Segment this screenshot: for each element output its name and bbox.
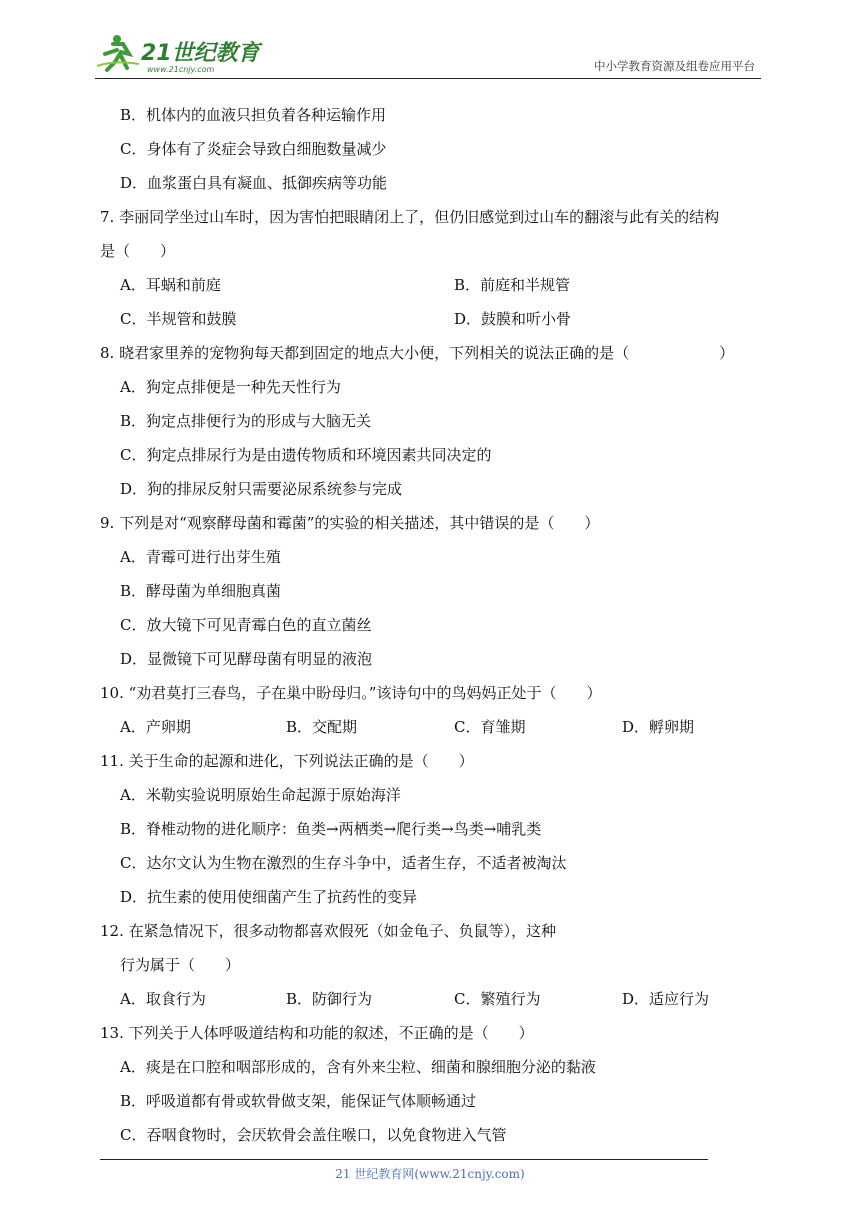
option-text: D．鼓膜和听小骨 xyxy=(454,310,572,328)
option-text: D．狗的排尿反射只需要泌尿系统参与完成 xyxy=(120,480,403,498)
options-row xyxy=(100,302,770,336)
question-stem: 12. 在紧急情况下，很多动物都喜欢假死（如金龟子、负鼠等），这种 xyxy=(100,922,557,940)
question-content xyxy=(100,98,770,1152)
question-stem: 8. 晓君家里养的宠物狗每天都到固定的地点大小便，下列相关的说法正确的是（ ） xyxy=(100,344,735,362)
option-text: A．耳蜗和前庭 xyxy=(120,276,221,294)
option-text: B．机体内的血液只担负着各种运输作用 xyxy=(120,106,387,124)
option-text: C．放大镜下可见青霉白色的直立菌丝 xyxy=(120,616,372,634)
option-text: A．产卵期 xyxy=(120,718,191,736)
option-text: B．脊椎动物的进化顺序：鱼类→两栖类→爬行类→鸟类→哺乳类 xyxy=(120,820,542,838)
question-stem: 11. 关于生命的起源和进化，下列说法正确的是（ ） xyxy=(100,752,474,770)
footer-text: 21 世纪教育网(www.21cnjy.com) xyxy=(335,1167,525,1181)
option-text: D．抗生素的使用使细菌产生了抗药性的变异 xyxy=(120,888,418,906)
question-stem: 7. 李丽同学坐过山车时，因为害怕把眼睛闭上了，但仍旧感觉到过山车的翻滚与此有关的结构 xyxy=(100,208,720,226)
option-text: B．呼吸道都有骨或软骨做支架，能保证气体顺畅通过 xyxy=(120,1092,477,1110)
question-stem: 9. 下列是对“观察酵母菌和霉菌”的实验的相关描述，其中错误的是（ ） xyxy=(100,514,600,532)
svg-text:21世纪教育: 21世纪教育 xyxy=(141,41,260,66)
option-text: C．繁殖行为 xyxy=(454,990,541,1008)
platform-title: 中小学教育资源及组卷应用平台 xyxy=(594,59,755,73)
option-text: C．狗定点排尿行为是由遗传物质和环境因素共同决定的 xyxy=(120,446,492,464)
option-text: D．血浆蛋白具有凝血、抵御疾病等功能 xyxy=(120,174,388,192)
site-logo xyxy=(95,30,265,76)
option-text: C．达尔文认为生物在激烈的生存斗争中，适者生存，不适者被淘汰 xyxy=(120,854,567,872)
option-text: C．育雏期 xyxy=(454,718,526,736)
svg-text:www.21cnjy.com: www.21cnjy.com xyxy=(147,65,215,74)
option-text: D．显微镜下可见酵母菌有明显的液泡 xyxy=(120,650,373,668)
option-text: B．交配期 xyxy=(286,718,358,736)
option-text: D．孵卵期 xyxy=(622,718,695,736)
options-row xyxy=(100,268,770,302)
option-text: D．适应行为 xyxy=(622,990,710,1008)
options-row xyxy=(100,710,770,744)
option-text: C．吞咽食物时，会厌软骨会盖住喉口，以免食物进入气管 xyxy=(120,1126,507,1144)
question-stem: 10. “劝君莫打三春鸟，子在巢中盼母归。”该诗句中的鸟妈妈正处于（ ） xyxy=(100,684,602,702)
page-header xyxy=(95,30,761,79)
option-text: B．防御行为 xyxy=(286,990,373,1008)
footer-divider xyxy=(100,1159,708,1160)
option-text: B．前庭和半规管 xyxy=(454,276,571,294)
option-text: A．痰是在口腔和咽部形成的，含有外来尘粒、细菌和腺细胞分泌的黏液 xyxy=(120,1058,596,1076)
option-text: A．取食行为 xyxy=(120,990,206,1008)
option-text: C．半规管和鼓膜 xyxy=(120,310,237,328)
option-text: A．青霉可进行出芽生殖 xyxy=(120,548,281,566)
option-text: 是（ ） xyxy=(100,242,176,260)
option-text: B．狗定点排便行为的形成与大脑无关 xyxy=(120,412,372,430)
option-text: C．身体有了炎症会导致白细胞数量减少 xyxy=(120,140,387,158)
option-text: 行为属于（ ） xyxy=(120,956,241,974)
option-text: A．米勒实验说明原始生命起源于原始海洋 xyxy=(120,786,401,804)
options-row xyxy=(100,982,770,1016)
option-text: A．狗定点排便是一种先天性行为 xyxy=(120,378,341,396)
question-stem: 13. 下列关于人体呼吸道结构和功能的叙述，不正确的是（ ） xyxy=(100,1024,534,1042)
option-text: B．酵母菌为单细胞真菌 xyxy=(120,582,282,600)
